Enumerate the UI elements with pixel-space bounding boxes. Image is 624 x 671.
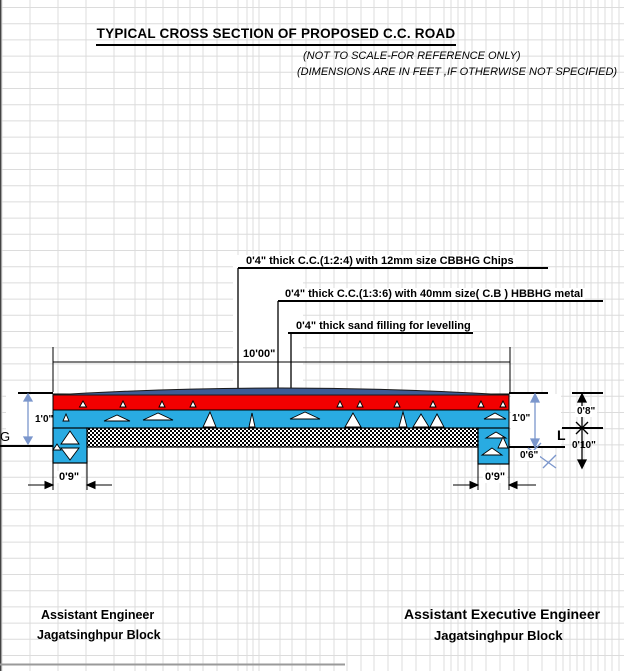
annotation-top-layer: 0'4" thick C.C.(1:2:4) with 12mm size CBBHG Chips [246, 255, 514, 267]
dimension-depth-left: 1'0" [35, 414, 54, 425]
sand-layer [87, 428, 478, 447]
road-crown [53, 388, 509, 395]
ground-level-letter: G [0, 429, 11, 444]
dimension-edge-width-right: 0'9" [485, 471, 506, 483]
page-title: TYPICAL CROSS SECTION OF PROPOSED C.C. ROAD [96, 27, 456, 46]
dimension-edge-width-left: 0'9" [59, 471, 80, 483]
dimension-edge-below-ground: 0'6" [520, 450, 539, 461]
cc-top-layer [53, 394, 509, 410]
dimension-right-lower: 0'10" [572, 440, 596, 451]
subtitle-scale-note: (NOT TO SCALE-FOR REFERENCE ONLY) [303, 50, 521, 62]
dimension-road-width: 10'00" [243, 348, 276, 360]
level-letter: L [557, 427, 566, 443]
subtitle-units-note: (DIMENSIONS ARE IN FEET ,IF OTHERWISE NOT SPECIFIED) [297, 66, 618, 78]
signature-left-role: Assistant Engineer [41, 608, 155, 622]
dimension-right-upper: 0'8" [577, 406, 596, 417]
signature-left-org: Jagatsinghpur Block [37, 628, 161, 642]
dimension-depth-right: 1'0" [512, 413, 531, 424]
edge-width-dimensions [28, 463, 536, 490]
annotation-middle-layer: 0'4" thick C.C.(1:3:6) with 40mm size( C.B ) HBBHG metal [285, 288, 584, 300]
signature-right-role: Assistant Executive Engineer [404, 606, 601, 622]
signature-right-org: Jagatsinghpur Block [434, 628, 563, 643]
annotation-bottom-layer: 0'4" thick sand filling for levelling [296, 320, 471, 332]
